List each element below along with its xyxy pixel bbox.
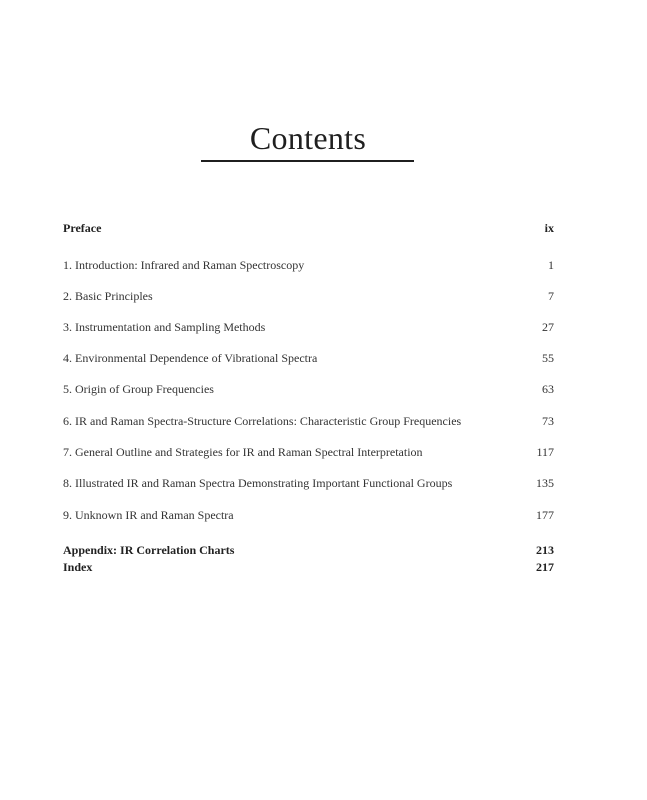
toc-entry-title: 6. IR and Raman Spectra-Structure Correlations: Characteristic Group Frequencies <box>63 414 462 428</box>
title-underline <box>201 160 414 162</box>
toc-entry-chapter-4[interactable] <box>63 350 554 366</box>
toc-entry-chapter-7[interactable] <box>63 444 554 460</box>
toc-entry-page: 117 <box>536 445 554 459</box>
toc-entry-page: 63 <box>542 382 554 396</box>
toc-entry-title: 5. Origin of Group Frequencies <box>63 382 214 396</box>
toc-entry-page: 213 <box>536 543 554 557</box>
toc-entry-page: 135 <box>536 476 554 490</box>
toc-entry-chapter-9[interactable] <box>63 507 554 523</box>
toc-entry-title: 7. General Outline and Strategies for IR and Raman Spectral Interpretation <box>63 445 423 459</box>
toc-entry-chapter-3[interactable] <box>63 319 554 335</box>
toc-entry-title: Appendix: IR Correlation Charts <box>63 543 235 557</box>
toc-entry-title: 2. Basic Principles <box>63 289 153 303</box>
page-title: Contents <box>249 120 367 156</box>
toc-entry-chapter-6[interactable] <box>63 413 554 429</box>
toc-entry-chapter-8[interactable] <box>63 475 554 491</box>
toc-entry-page: 217 <box>536 560 554 574</box>
toc-entry-title: Preface <box>63 221 102 235</box>
toc-entry-title: 3. Instrumentation and Sampling Methods <box>63 320 266 334</box>
toc-entry-page: 1 <box>548 258 554 272</box>
toc-entry-page: 7 <box>548 289 554 303</box>
toc-entry-chapter-1[interactable] <box>63 257 554 273</box>
toc-entry-index[interactable] <box>63 559 554 575</box>
toc-entry-title: Index <box>63 560 93 574</box>
toc-entry-title: 4. Environmental Dependence of Vibrational Spectra <box>63 351 318 365</box>
toc-entry-title: 8. Illustrated IR and Raman Spectra Demonstrating Important Functional Groups <box>63 476 453 490</box>
toc-entry-title: 1. Introduction: Infrared and Raman Spectroscopy <box>63 258 305 272</box>
toc-entry-page: 73 <box>542 414 554 428</box>
toc-entry-page: 55 <box>542 351 554 365</box>
toc-entry-chapter-5[interactable] <box>63 381 554 397</box>
toc-entry-preface[interactable] <box>63 220 554 236</box>
toc-entry-page: 177 <box>536 508 554 522</box>
toc-entry-chapter-2[interactable] <box>63 288 554 304</box>
toc-entry-page: ix <box>544 221 554 235</box>
toc-entry-appendix[interactable] <box>63 542 554 558</box>
toc-entry-page: 27 <box>542 320 554 334</box>
toc-entry-title: 9. Unknown IR and Raman Spectra <box>63 508 234 522</box>
